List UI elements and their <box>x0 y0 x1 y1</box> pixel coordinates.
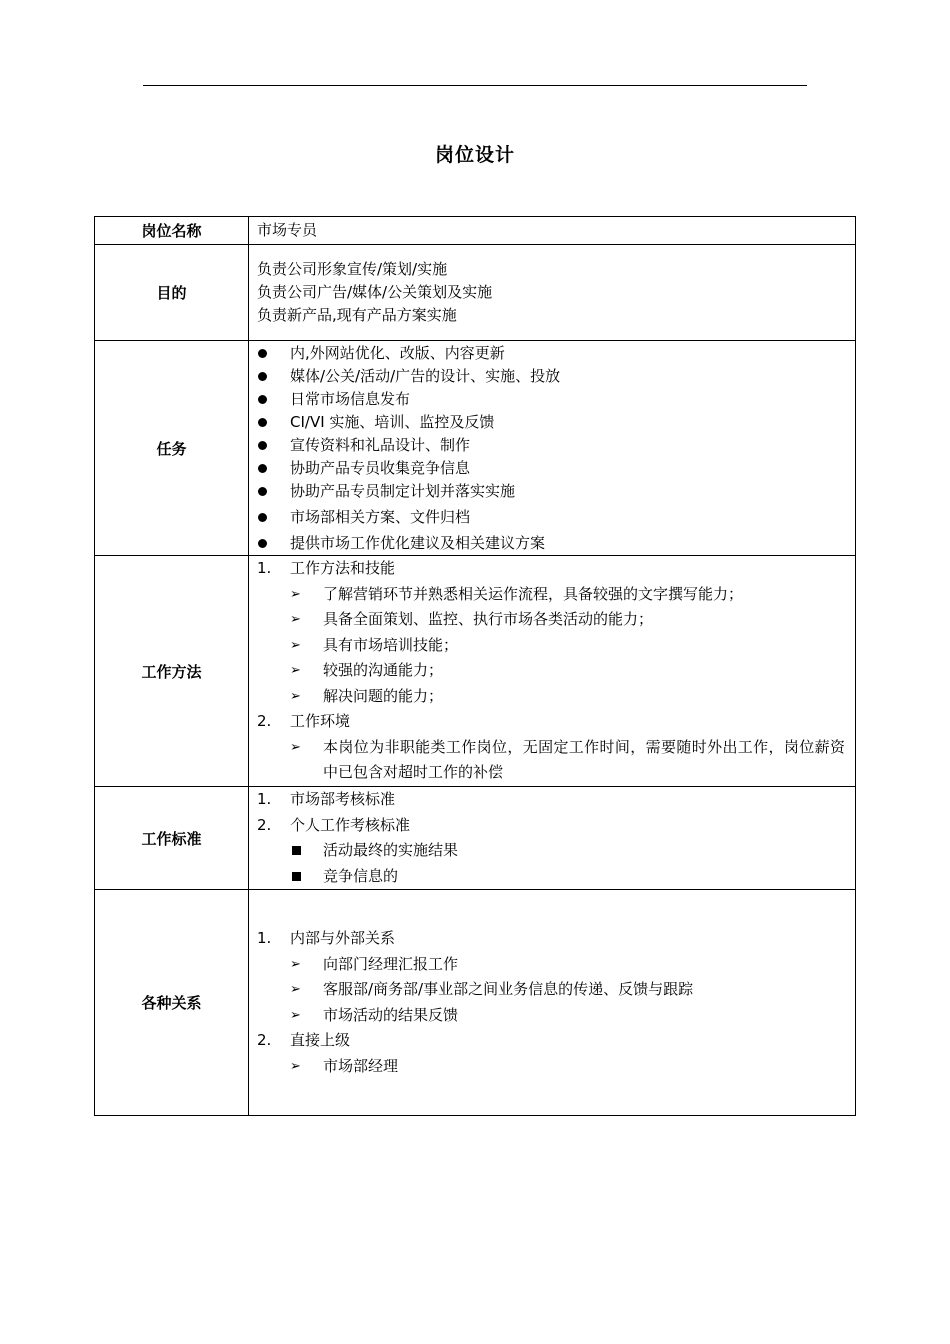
standard-item: 活动最终的实施结果 <box>257 838 845 864</box>
label-methods: 工作方法 <box>95 556 249 787</box>
method-section-title: 2. 工作环境 <box>257 712 351 731</box>
filled-circle-bullet-icon <box>257 434 290 457</box>
filled-circle-bullet-icon <box>257 365 290 388</box>
purpose-line: 负责公司广告/媒体/公关策划及实施 <box>257 283 493 301</box>
value-position <box>249 217 856 245</box>
label-position: 岗位名称 <box>95 217 249 245</box>
arrowhead-bullet-icon: ➢ <box>290 739 301 755</box>
task-item: 提供市场工作优化建议及相关建议方案 <box>257 532 845 555</box>
relation-item: ➢ 客服部/商务部/事业部之间业务信息的传递、反馈与跟踪 <box>257 977 845 1003</box>
relation-item: ➢ 市场活动的结果反馈 <box>257 1003 845 1029</box>
method-item: ➢ 具备全面策划、监控、执行市场各类活动的能力； <box>257 607 845 633</box>
label-standards: 工作标准 <box>95 787 249 890</box>
label-relations: 各种关系 <box>95 890 249 1116</box>
relation-item: ➢ 向部门经理汇报工作 <box>257 952 845 978</box>
purpose-line: 负责新产品,现有产品方案实施 <box>257 306 457 324</box>
position-value: 市场专员 <box>257 221 318 239</box>
relation-item: ➢ 市场部经理 <box>257 1054 845 1080</box>
page-title: 岗位设计 <box>434 144 515 166</box>
filled-circle-bullet-icon <box>257 506 290 529</box>
relation-section-title: 1. 内部与外部关系 <box>257 929 396 947</box>
task-item: 协助产品专员收集竞争信息 <box>257 457 845 480</box>
filled-circle-bullet-icon <box>257 480 290 503</box>
task-item: 市场部相关方案、文件归档 <box>257 506 845 529</box>
row-tasks <box>95 341 856 556</box>
arrowhead-bullet-icon: ➢ <box>290 1058 301 1074</box>
arrowhead-bullet-icon: ➢ <box>290 612 301 628</box>
arrowhead-bullet-icon: ➢ <box>290 688 301 704</box>
task-item: 宣传资料和礼品设计、制作 <box>257 434 845 457</box>
value-methods <box>249 556 856 787</box>
standard-section-title: 2. 个人工作考核标准 <box>257 815 411 834</box>
row-methods <box>95 556 856 787</box>
method-item: ➢ 较强的沟通能力； <box>257 658 845 684</box>
row-relations <box>95 890 856 1116</box>
label-tasks: 任务 <box>95 341 249 556</box>
value-relations <box>249 890 856 1116</box>
arrowhead-bullet-icon: ➢ <box>290 1007 301 1023</box>
task-item: 协助产品专员制定计划并落实实施 <box>257 480 845 503</box>
relation-section-title: 2. 直接上级 <box>257 1031 351 1049</box>
row-standards <box>95 787 856 890</box>
arrowhead-bullet-icon: ➢ <box>290 663 301 679</box>
task-item: 日常市场信息发布 <box>257 388 845 411</box>
method-item: ➢ 本岗位为非职能类工作岗位，无固定工作时间，需要随时外出工作，岗位薪资中已包含对超时工作的补偿 <box>257 735 845 786</box>
standard-section-title: 1. 市场部考核标准 <box>257 790 396 808</box>
purpose-line: 负责公司形象宣传/策划/实施 <box>257 260 448 278</box>
filled-circle-bullet-icon <box>257 388 290 411</box>
task-item: 内,外网站优化、改版、内容更新 <box>257 342 845 365</box>
filled-circle-bullet-icon <box>257 342 290 365</box>
row-position <box>95 217 856 245</box>
filled-square-bullet-icon <box>290 838 323 864</box>
value-standards <box>249 787 856 890</box>
job-design-table <box>94 216 856 1116</box>
method-section-title: 1. 工作方法和技能 <box>257 559 396 578</box>
row-purpose <box>95 245 856 341</box>
method-item: ➢ 解决问题的能力； <box>257 684 845 710</box>
filled-square-bullet-icon <box>290 864 323 890</box>
label-purpose: 目的 <box>95 245 249 341</box>
filled-circle-bullet-icon <box>257 532 290 555</box>
value-tasks <box>249 341 856 556</box>
task-item: 媒体/公关/活动/广告的设计、实施、投放 <box>257 365 845 388</box>
standard-item: 竞争信息的 <box>257 864 845 890</box>
arrowhead-bullet-icon: ➢ <box>290 956 301 972</box>
method-item: ➢ 了解营销环节并熟悉相关运作流程，具备较强的文字撰写能力； <box>257 582 845 608</box>
value-purpose <box>249 245 856 341</box>
arrowhead-bullet-icon: ➢ <box>290 586 301 602</box>
filled-circle-bullet-icon <box>257 411 290 434</box>
arrowhead-bullet-icon: ➢ <box>290 982 301 997</box>
arrowhead-bullet-icon: ➢ <box>290 637 301 653</box>
header-rule <box>143 85 807 86</box>
method-item: ➢ 具有市场培训技能； <box>257 633 845 659</box>
task-item: CI/VI 实施、培训、监控及反馈 <box>257 411 845 434</box>
filled-circle-bullet-icon <box>257 457 290 480</box>
